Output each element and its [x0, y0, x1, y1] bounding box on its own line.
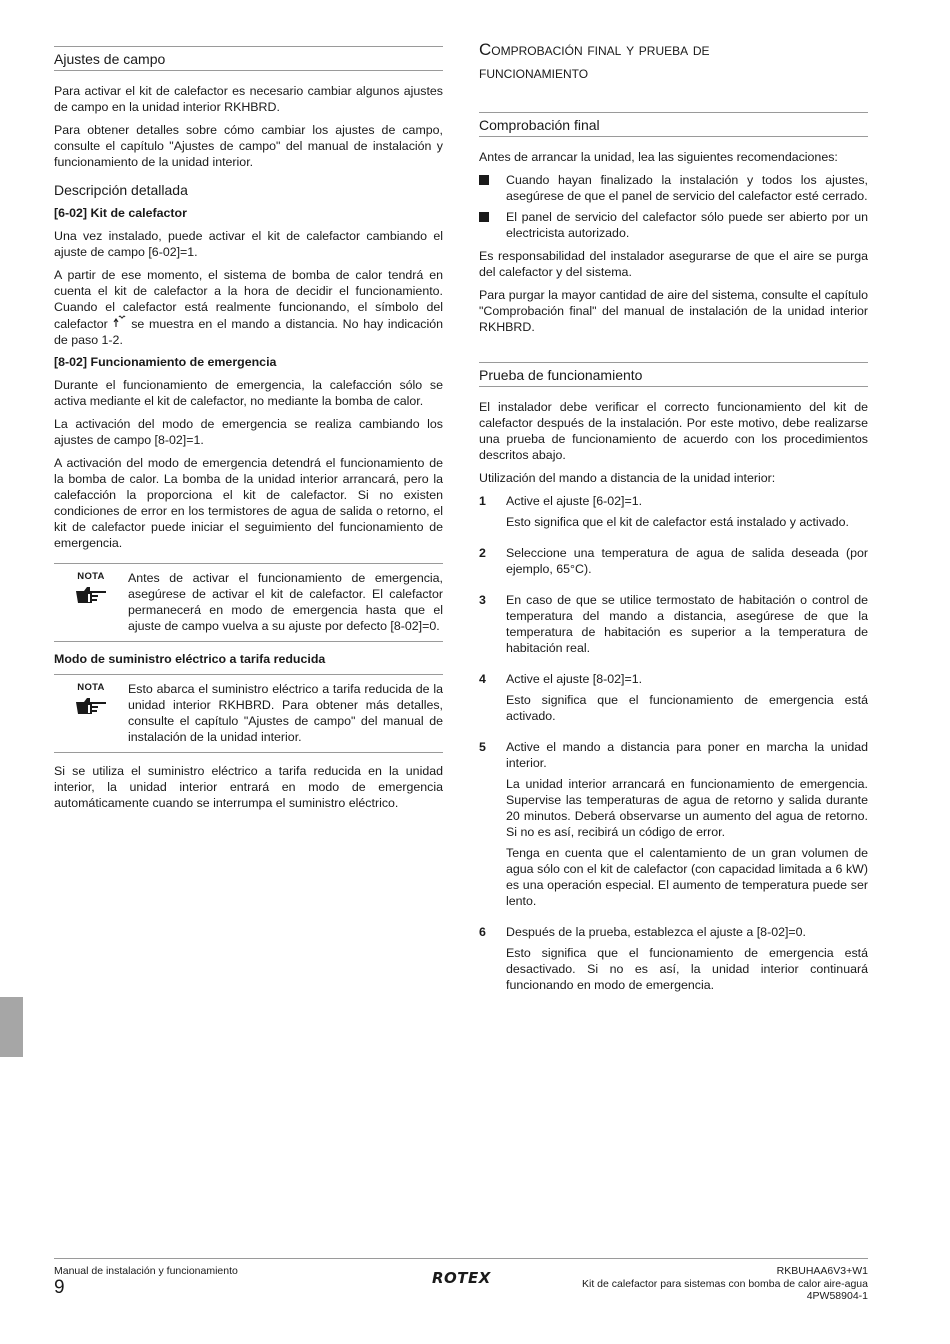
note-box — [54, 563, 443, 642]
footer-product-info — [582, 1265, 868, 1303]
step-text: Active el mando a distancia para poner en marcha la unidad interior. — [506, 740, 868, 770]
paragraph: Es responsabilidad del instalador asegurarse de que el aire se purga del calefactor y del sistema. — [479, 249, 868, 279]
paragraph: A activación del modo de emergencia detendrá el funcionamiento de la bomba de calor. La bomba de la unidad interior arrancará, pero la calefacción la proporciona el kit de calefactor. Si no existen condiciones de error en los termistores de agua de salida o retorno, el kit de calefactor puede iniciar el seguimiento del funcionamiento de emergencia. — [54, 456, 443, 550]
step-number: 3 — [479, 593, 486, 607]
page-number: 9 — [54, 1277, 65, 1298]
step-text: Esto significa que el kit de calefactor está instalado y activado. — [506, 515, 849, 529]
step-item — [479, 671, 868, 729]
paragraph: Para activar el kit de calefactor es necesario cambiar algunos ajustes de campo en la unidad interior RKHBRD. — [54, 84, 443, 114]
heater-symbol-icon — [112, 315, 126, 328]
note-label: NOTA — [77, 682, 105, 693]
step-number: 6 — [479, 925, 486, 939]
bullet-square-icon — [479, 212, 489, 222]
subheading-descripcion: Descripción detallada — [54, 182, 188, 198]
heading-kit-calefactor: [6-02] Kit de calefactor — [54, 206, 187, 220]
footer-model: RKBUHAA6V3+W1 — [776, 1265, 868, 1277]
page-side-tab — [0, 997, 23, 1057]
step-text: Active el ajuste [6-02]=1. — [506, 494, 643, 508]
list-item-text: Cuando hayan finalizado la instalación y todos los ajustes, asegúrese de que el panel de servicio del calefactor esté cerrado. — [506, 173, 868, 203]
step-number: 5 — [479, 740, 486, 754]
right-column — [479, 40, 868, 1008]
page-footer — [54, 1258, 868, 1302]
note-box — [54, 674, 443, 753]
paragraph: Para obtener detalles sobre cómo cambiar los ajustes de campo, consulte el capítulo "Ajustes de campo" del manual de instalación y funcionamiento de la unidad interior. — [54, 123, 443, 169]
step-item — [479, 592, 868, 661]
step-text: Esto significa que el funcionamiento de emergencia está desactivado. Si no es así, la unidad interior continuará funcionando en modo de emergencia. — [506, 946, 868, 992]
note-text: Esto abarca el suministro eléctrico a tarifa reducida de la unidad interior RKHBRD. Para obtener más detalles, consulte el capítulo "Ajustes de campo" del manual de instalación de la unidad interior. — [128, 682, 443, 744]
paragraph: El instalador debe verificar el correcto funcionamiento del kit de calefactor después de la instalación. Por este motivo, debe realizarse una prueba de funcionamiento de acuerdo con los procedimientos descritos abajo. — [479, 400, 868, 462]
note-label-area — [54, 570, 128, 637]
list-item — [479, 209, 868, 241]
step-item — [479, 493, 868, 535]
note-label-area — [54, 681, 128, 748]
paragraph: Una vez instalado, puede activar el kit de calefactor cambiando el ajuste de campo [6-02]=1. — [54, 229, 443, 259]
step-number: 2 — [479, 546, 486, 560]
bullet-square-icon — [479, 175, 489, 185]
step-text: Seleccione una temperatura de agua de salida deseada (por ejemplo, 65°C). — [506, 546, 868, 576]
footer-manual-title: Manual de instalación y funcionamiento — [54, 1265, 238, 1277]
step-text: Tenga en cuenta que el calentamiento de un gran volumen de agua sólo con el kit de calefactor (con capacidad limitada a 6 kW) es una operación especial. El aumento de temperatura puede ser lento. — [506, 846, 868, 908]
main-title — [479, 38, 868, 84]
step-text: La unidad interior arrancará en funcionamiento de emergencia. Supervise las temperaturas de agua de retorno y salida durante 20 minutos. Deberá observarse un aumento del agua de retorno. Si no es así, recibirá un código de error. — [506, 777, 868, 839]
paragraph: Antes de arrancar la unidad, lea las siguientes recomendaciones: — [479, 150, 838, 164]
step-item — [479, 545, 868, 582]
step-text: En caso de que se utilice termostato de habitación o control de temperatura del mando a distancia, asegúrese de que la temperatura de habitación es superior a la temperatura de habitación real. — [506, 593, 868, 655]
list-item-text: El panel de servicio del calefactor sólo puede ser abierto por un electricista autorizado. — [506, 210, 868, 240]
text-fragment: se muestra en el mando a distancia. No hay indicación de paso 1-2. — [54, 317, 443, 347]
list-item — [479, 172, 868, 204]
step-item — [479, 924, 868, 998]
step-text: Active el ajuste [8-02]=1. — [506, 672, 643, 686]
step-item — [479, 739, 868, 914]
section-heading-ajustes: Ajustes de campo — [54, 46, 443, 71]
steps-list — [479, 493, 868, 998]
paragraph: Utilización del mando a distancia de la unidad interior: — [479, 471, 776, 485]
footer-subtitle: Kit de calefactor para sistemas con bomba de calor aire-agua — [582, 1277, 868, 1290]
left-column — [54, 40, 443, 818]
text-fragment: A partir de ese momento, el sistema de bomba de calor tendrá en cuenta el kit de calefactor a la hora de decidir el funcionamiento. Cuando el calefactor está realmente funcionando, el símbolo del calefactor — [54, 268, 443, 331]
section-heading-prueba: Prueba de funcionamiento — [479, 362, 868, 387]
paragraph: Si se utiliza el suministro eléctrico a tarifa reducida en la unidad interior, la unidad interior entrará en modo de emergencia automáticamente cuando se interrumpa el suministro eléctrico. — [54, 764, 443, 810]
step-number: 4 — [479, 672, 486, 686]
paragraph: La activación del modo de emergencia se realiza cambiando los ajustes de campo [8-02]=1. — [54, 417, 443, 447]
step-number: 1 — [479, 494, 486, 508]
section-heading-comprobacion: Comprobación final — [479, 112, 868, 137]
step-text: Después de la prueba, establezca el ajuste a [8-02]=0. — [506, 925, 806, 939]
step-text: Esto significa que el funcionamiento de emergencia está activado. — [506, 693, 868, 723]
pointing-hand-icon — [74, 696, 108, 721]
note-label: NOTA — [77, 571, 105, 582]
main-title-line: funcionamiento — [479, 63, 589, 82]
heading-tarifa-reducida: Modo de suministro eléctrico a tarifa reducida — [54, 652, 326, 666]
paragraph: Para purgar la mayor cantidad de aire del sistema, consulte el capítulo "Comprobación final" del manual de instalación de la unidad interior RKHBRD. — [479, 288, 868, 334]
brand-logo: ROTEX — [432, 1269, 491, 1287]
note-text: Antes de activar el funcionamiento de emergencia, asegúrese de activar el kit de calefactor. El calefactor permanecerá en modo de emergencia hasta que el ajuste de campo vuelva a su ajuste por defecto [8-02]=0. — [128, 571, 443, 633]
pointing-hand-icon — [74, 585, 108, 610]
paragraph-heater-symbol — [54, 267, 443, 348]
heading-funcionamiento-emergencia: [8-02] Funcionamiento de emergencia — [54, 355, 277, 369]
footer-code: 4PW58904-1 — [806, 1290, 868, 1302]
main-title-line: Comprobación final y prueba de — [479, 40, 710, 59]
bullet-list — [479, 172, 868, 241]
paragraph: Durante el funcionamiento de emergencia, la calefacción sólo se activa mediante el kit de calefactor, no mediante la bomba de calor. — [54, 378, 443, 408]
